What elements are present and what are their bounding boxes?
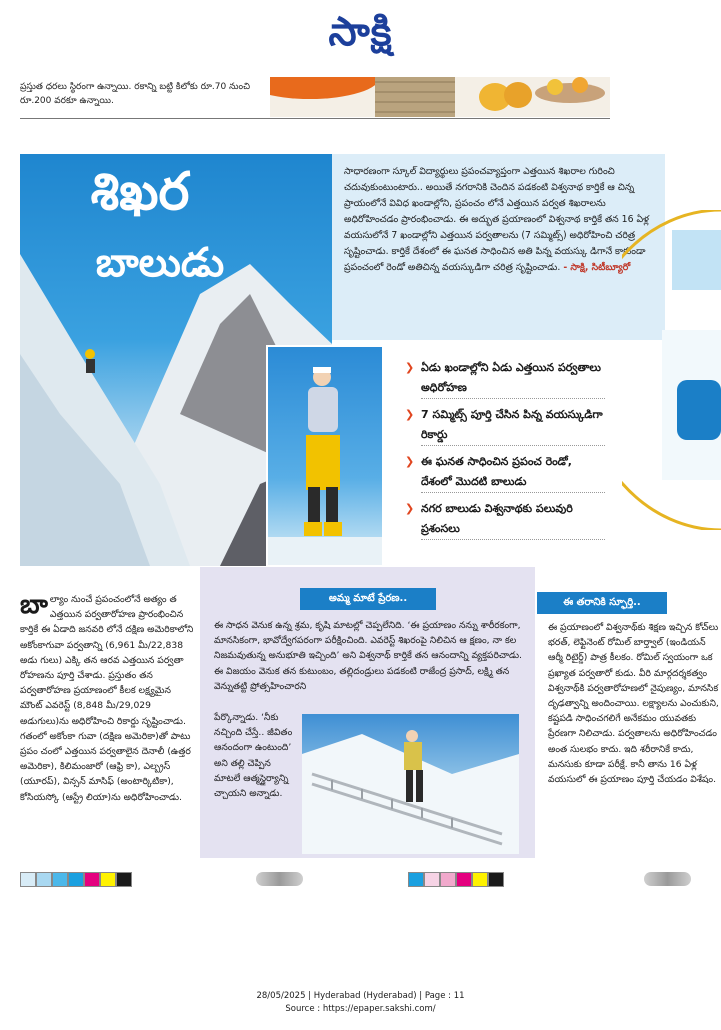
highlight-item <box>405 358 605 399</box>
color-swatch <box>52 872 68 887</box>
highlight-text: ఏడు ఖండాల్లోని ఏడు ఎత్తయిన పర్వతాలు అధిరోహణ <box>421 358 605 399</box>
article-column-1-text: ల్యాం నుంచే ప్రపంచంలోనే అత్యం త ఎత్తయిన పర్వతారోహణ ప్రారంభించిన కార్తికే ఈ ఏడాది జనవరి లోనే దక్షిణ అమెరికాలోని అకోంకాగువా పర్వతాన్ని (6,961 మీ/22,838 అడు గులు) ఎక్కి తన ఆరవ ఎత్తయిన పర్వతా రోహణను పూర్తి చేశాడు. ప్రస్తుతం తన పర్వతారోహణ ప్రయాణంలో కీలక లక్ష్యమైన మౌంట్ ఎవరెస్ట్ (8,848 మీ/29,029 అడుగులు)ను అధిరోహించి రికార్డు సృష్టించాడు. గతంలో అకోంకా గువా (దక్షిణ అమెరికా)తో పాటు ప్రపం చంలో ఎత్తయిన పర్వతాలైన దెనాలీ (ఉత్తర అమెరికా), కిలిమంజారో (ఆఫ్రి కా), ఎల్బ్రస్ (యూరప్), విన్సన్ మాసిఫ్ (అంటార్కిటికా), కోసియస్కో (ఆస్ట్రే లియా)ను అధిరోహించాడు. <box>20 594 194 803</box>
fruit-image <box>270 77 610 117</box>
previous-article-text: ప్రస్తుత ధరలు స్థిరంగా ఉన్నాయి. రకాన్ని బట్టి కిలోకు రూ.70 నుంచి రూ.200 వరకూ ఉన్నాయి. <box>20 82 250 106</box>
color-swatch <box>408 872 424 887</box>
color-swatch <box>84 872 100 887</box>
article-column-3-text: ఈ ప్రయాణంలో విశ్వనాథ్‌కు శిక్షణ ఇచ్చిన కోచ్‌లు భరత్, లెఫ్టినెంట్ రోమిల్ బార్త్వాల్ (ఇండియన్ ఆర్మీ రిటైర్డ్) పాత్ర కీలకం. రోమిల్ స్వయంగా ఒక ప్రఖ్యాత పర్వతారో కుడు. వీరి మార్గదర్శకత్వం విశ్వనాథ్‌కి పర్వతారోహణలో నైపుణ్యం, మానసిక దృఢత్వాన్ని అందించాయి. లక్ష్యాలను ఎంచుకుని, కష్టపడి సాధించగలిగే అనేకమం యువతకు ప్రేరణగా నిలిచాడు. పర్వతాలను అధిరోహించడం అంత సులభం కాదు. ఇది శరీరానికే కాదు, మనసుకు కూడా పరీక్షే. కానీ తాను 16 ఏళ్ల వయసులో ఈ ప్రయాణం పూర్తి చేయడం విశేషం. <box>548 622 719 786</box>
climber-image <box>268 347 384 567</box>
color-swatch <box>116 872 132 887</box>
color-swatch <box>424 872 440 887</box>
section-divider <box>20 118 610 119</box>
ladder-crossing-image <box>302 714 519 854</box>
chevron-right-icon: ❯ <box>405 502 415 515</box>
climber-photo <box>266 345 384 567</box>
chevron-right-icon: ❯ <box>405 361 415 374</box>
hero-title-line1: శిఖర <box>90 162 190 222</box>
intro-box <box>332 154 665 340</box>
highlights-list <box>405 358 605 546</box>
registration-pill-left <box>256 872 303 886</box>
chevron-right-icon: ❯ <box>405 408 415 421</box>
article-column-1 <box>20 592 195 805</box>
color-swatch <box>68 872 84 887</box>
page-footer <box>0 990 721 1016</box>
highlight-text: 7 సమ్మిట్స్ పూర్తి చేసిన పిన్న వయస్కుడిగా రికార్డు <box>421 405 605 446</box>
masthead-logo: సాక్షి <box>328 9 393 55</box>
section-tag-inspiration: ఈ తరానికి స్ఫూర్తి.. <box>537 592 667 614</box>
article-column-2-text: ఈ సాధన వెనుక ఉన్న శ్రమ, కృషి మాటల్లో చెప్పలేనిది. ‘ఈ ప్రయాణం నన్ను శారీరకంగా, మానసికంగా, భావోద్వేగపరంగా పరీక్షించింది. ఎవరెస్ట్ శిఖరంపై నిలిచిన ఆ క్షణం, నా కల నిజమవుతున్న అనుభూతి ఇచ్చింది’ అని విశ్వనాథ్ కార్తికే తన ఆనందాన్ని వ్యక్తపరిచాడు. ఈ విజయం వెనుక తన కుటుంబం, తల్లిదండ్రులు పడకంటి రాజేంద్ర ప్రసాద్, లక్ష్మి తన వెన్నుతట్టి ప్రోత్సహించారని <box>214 620 522 692</box>
chevron-right-icon: ❯ <box>405 455 415 468</box>
color-swatch <box>20 872 36 887</box>
highlight-text: ఈ ఘనత సాధించిన ప్రపంచ రెండో, దేశంలో మొదటి బాలుడు <box>421 452 605 493</box>
masthead <box>0 6 721 58</box>
footer-edition-info: 28/05/2025 | Hyderabad (Hyderabad) | Page : 11 <box>256 991 465 1001</box>
color-swatch <box>488 872 504 887</box>
hero-title-line2: బాలుడు <box>95 240 225 286</box>
color-swatch <box>440 872 456 887</box>
ladder-photo <box>302 714 519 854</box>
color-swatch <box>36 872 52 887</box>
color-swatch <box>472 872 488 887</box>
color-registration-right <box>408 872 504 887</box>
color-swatch <box>100 872 116 887</box>
intro-credit: - సాక్షి, సిటీబ్యూరో <box>563 262 631 273</box>
highlight-item <box>405 452 605 493</box>
section-tag-amma: అమ్మ మాటే ప్రేరణ.. <box>300 588 436 610</box>
highlight-text: నగర బాలుడు విశ్వనాథకు పలువురి ప్రశంసలు <box>421 499 605 540</box>
intro-text: సాధారణంగా స్కూల్ విద్యార్థులు ప్రపంచవ్యాప్తంగా ఎత్తయిన శిఖరాల గురించి చదువుకుంటుంటారు.. అయితే నగరానికి చెందిన పడకంటి విశ్వనాథ కార్తికే ఆ చిన్న ప్రాయంలోనే వివిధ ఖండాల్లోని, ప్రపంచం లోనే ఎత్తయిన పర్వత శిఖరాలను అధిరోహించడం ప్రారంభించాడు. ఈ అద్భుత ప్రయాణంలో విశ్వనాథ కార్తికే తన 16 ఏళ్ల వయసులోనే 7 ఖండాల్లోని ఎత్తయిన పర్వతాలను (7 సమ్మిట్స్) అధిరోహించి చరిత్ర సృష్టించాడు. కార్తికే దేశంలో ఈ ఘనత సాధించిన అతి పిన్న వయస్కు డిగానే కాకుండా ప్రపంచంలో రెండో అతిచిన్న వయస్కుడిగా చరిత్ర సృష్టించాడు. <box>344 166 650 273</box>
registration-pill-right <box>644 872 691 886</box>
highlight-item <box>405 405 605 446</box>
footer-source: Source : https://epaper.sakshi.com/ <box>285 1004 436 1014</box>
highlight-item <box>405 499 605 540</box>
color-registration-left <box>20 872 132 887</box>
adjacent-article-graphic <box>622 210 721 530</box>
article-column-2-text-continued: పేర్కొన్నాడు. ‘నీకు నచ్చింది చేస్తే.. జీవితం ఆనందంగా ఉంటుంది’ అని తల్లి చెప్పిన మాటలే ఆత్మస్థైర్యాన్ని చ్చాయని అన్నాడు. <box>214 712 293 800</box>
color-swatch <box>456 872 472 887</box>
drop-cap: బా <box>20 590 48 620</box>
fruit-photo <box>270 77 610 117</box>
